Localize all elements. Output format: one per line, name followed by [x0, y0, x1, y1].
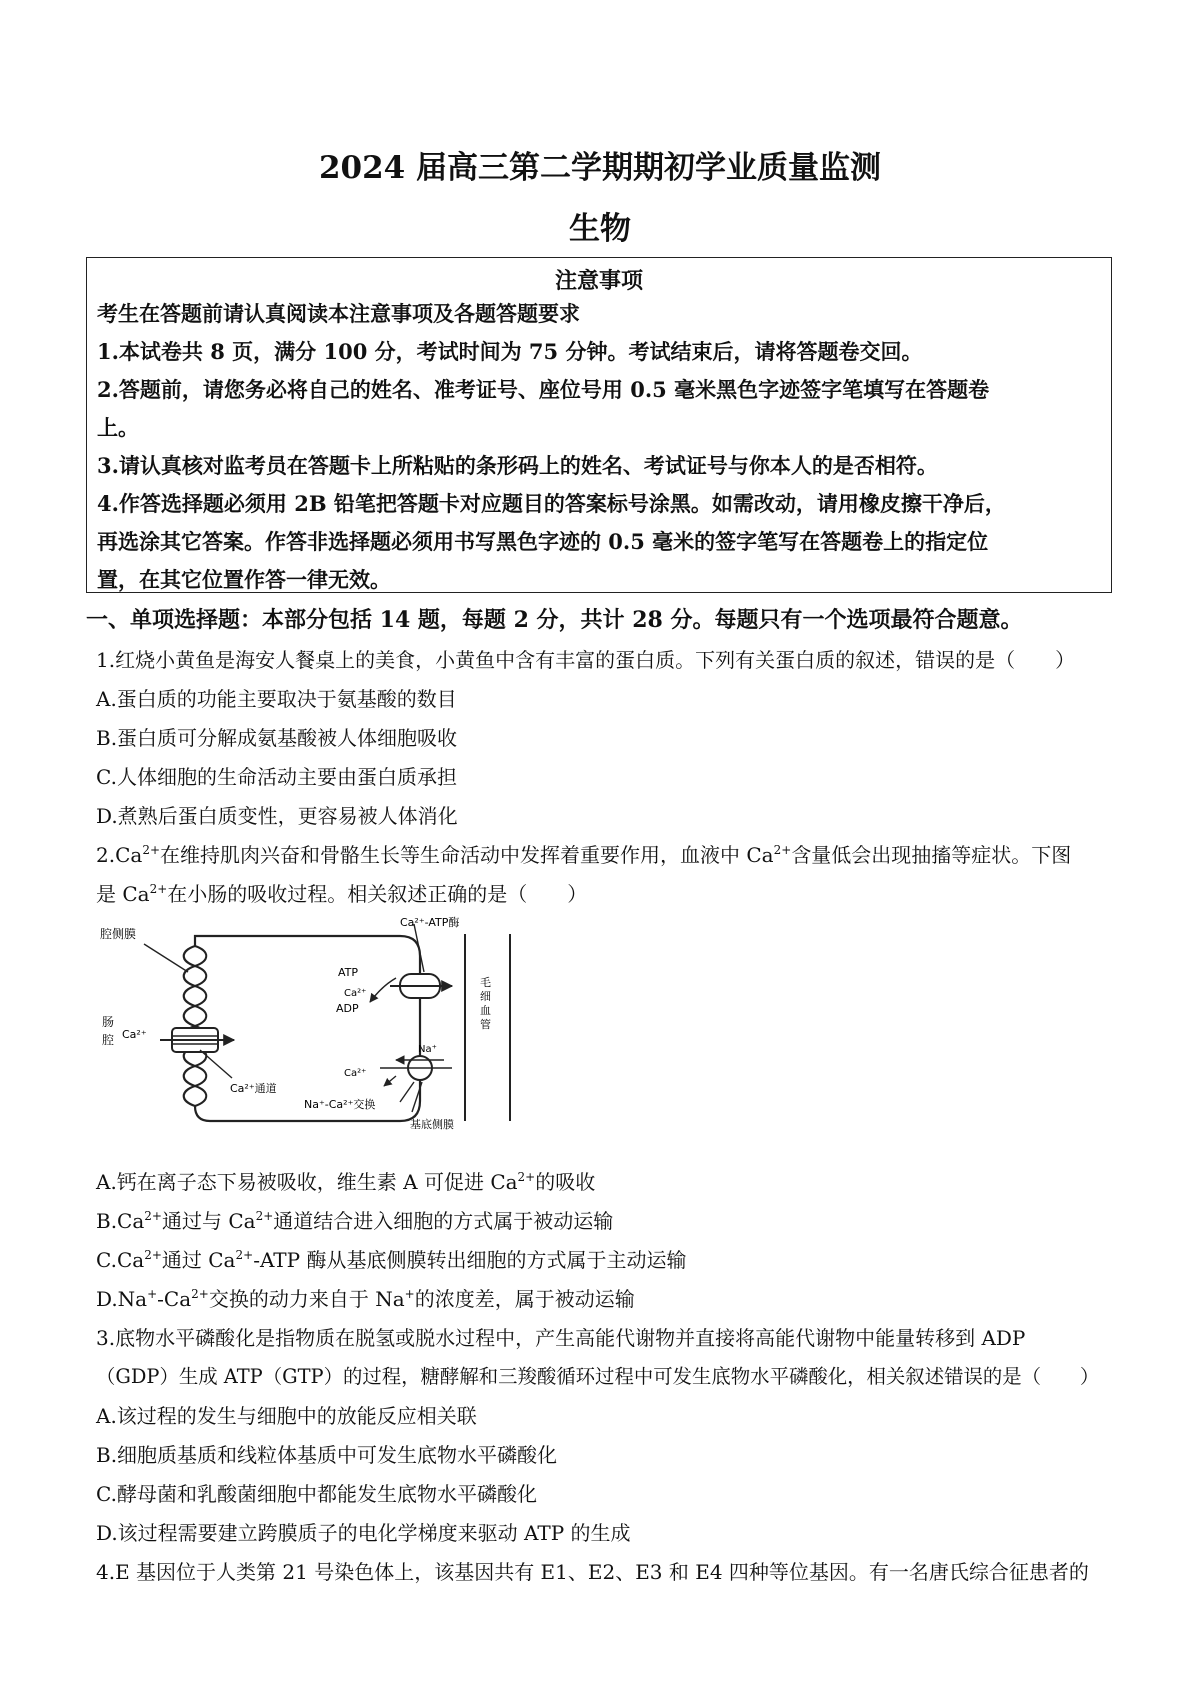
label-capillary-1: 毛 [480, 976, 491, 989]
notice-line: 3.请认真核对监考员在答题卡上所粘贴的条形码上的姓名、考试证号与你本人的是否相符。 [97, 453, 938, 478]
subject-title: 生物 [569, 211, 631, 247]
notice-box [86, 257, 1112, 593]
label-ca-exchange: Ca²⁺ [344, 1068, 367, 1079]
q3-stem-line1: 3.底物水平磷酸化是指物质在脱氢或脱水过程中，产生高能代谢物并直接将高能代谢物中能量转移到 ADP [96, 1326, 1026, 1350]
notice-line: 再选涂其它答案。作答非选择题必须用书写黑色字迹的 0.5 毫米的签字笔写在答题卷上的指定位 [97, 529, 989, 554]
label-ca-lumen: Ca²⁺ [122, 1028, 147, 1041]
label-capillary-2: 细 [480, 990, 491, 1003]
label-lumen-1: 肠 [102, 1015, 115, 1029]
notice-line: 上。 [97, 415, 139, 440]
q3-stem-line2: （GDP）生成 ATP（GTP）的过程，糖酵解和三羧酸循环过程中可发生底物水平磷酸化，相关叙述错误的是（ ） [96, 1365, 1100, 1388]
label-basal-membrane: 基底侧膜 [410, 1118, 454, 1131]
q2-option-d: $D.Na^+-Ca^{2+}$交换的动力来自于 Na+的浓度差，属于被动运输 [96, 1287, 635, 1311]
q2-stem-line2: 是 $Ca^{2+}$在小肠的吸收过程。相关叙述正确的是（ ） [96, 882, 588, 906]
label-ca-pump: Ca²⁺ [344, 988, 367, 999]
notice-line: 置，在其它位置作答一律无效。 [97, 567, 391, 592]
notice-line: 2.答题前，请您务必将自己的姓名、准考证号、座位号用 0.5 毫米黑色字迹签字笔填写在答题卷 [97, 377, 990, 402]
label-ca-channel: Ca²⁺通道 [230, 1082, 277, 1095]
microvilli [195, 946, 206, 1106]
label-adp: ADP [336, 1002, 359, 1015]
q3-option-a: A.该过程的发生与细胞中的放能反应相关联 [96, 1404, 477, 1428]
q3-option-b: B.细胞质基质和线粒体基质中可发生底物水平磷酸化 [96, 1443, 558, 1467]
notice-line: 1.本试卷共 8 页，满分 100 分，考试时间为 75 分钟。考试结束后，请将答题卷交回。 [97, 339, 923, 364]
q3-option-c: C.酵母菌和乳酸菌细胞中都能发生底物水平磷酸化 [96, 1482, 537, 1506]
q2-stem-line1: $2.Ca^{2+}$在维持肌肉兴奋和骨骼生长等生命活动中发挥着重要作用，血液中 $Ca^{2+}$含量低会出现抽搐等症状。下图 [96, 843, 1072, 867]
label-capillary-4: 管 [480, 1018, 491, 1031]
q1-stem: 1.红烧小黄鱼是海安人餐桌上的美食，小黄鱼中含有丰富的蛋白质。下列有关蛋白质的叙述，错误的是（ ） [96, 648, 1076, 672]
q1-option-d: D.煮熟后蛋白质变性，更容易被人体消化 [96, 804, 458, 828]
cell-membrane [184, 936, 420, 1121]
label-lumen-2: 腔 [102, 1033, 115, 1047]
q1-option-a: A.蛋白质的功能主要取决于氨基酸的数目 [96, 687, 457, 711]
q2-option-c: $C.Ca^{2+}$通过 $Ca^{2+}$-ATP 酶从基底侧膜转出细胞的方式属于主动运输 [96, 1248, 687, 1272]
q4-stem-line1: 4.E 基因位于人类第 21 号染色体上，该基因共有 E1、E2、E3 和 E4 四种等位基因。有一名唐氏综合征患者的 [96, 1560, 1089, 1584]
notice-line: 4.作答选择题必须用 2B 铅笔把答题卡对应题目的答案标号涂黑。如需改动，请用橡皮擦干净后， [97, 491, 1006, 516]
label-luminal-membrane: 腔侧膜 [100, 927, 137, 941]
label-atp: ATP [338, 966, 359, 979]
q1-option-c: C.人体细胞的生命活动主要由蛋白质承担 [96, 765, 457, 789]
notice-line: 考生在答题前请认真阅读本注意事项及各题答题要求 [97, 301, 580, 326]
section-heading: 一、单项选择题：本部分包括 14 题，每题 2 分，共计 28 分。每题只有一个选项最符合题意。 [86, 607, 1023, 633]
label-na-ca-exchange: Na⁺-Ca²⁺交换 [304, 1098, 376, 1111]
calcium-absorption-diagram [100, 916, 580, 1132]
notice-heading: 注意事项 [554, 268, 643, 294]
label-ca-atpase: Ca²⁺-ATP酶 [400, 916, 460, 929]
label-na: Na⁺ [418, 1044, 437, 1055]
q1-option-b: B.蛋白质可分解成氨基酸被人体细胞吸收 [96, 726, 458, 750]
q2-option-a: A.钙在离子态下易被吸收，维生素 A 可促进 $Ca^{2+}$的吸收 [96, 1170, 596, 1194]
label-capillary-3: 血 [480, 1004, 491, 1017]
exam-title: 2024 届高三第二学期期初学业质量监测 [318, 150, 882, 186]
q2-option-b: $B.Ca^{2+}$通过与 $Ca^{2+}$通道结合进入细胞的方式属于被动运输 [96, 1209, 614, 1233]
q3-option-d: D.该过程需要建立跨膜质子的电化学梯度来驱动 ATP 的生成 [96, 1521, 631, 1545]
